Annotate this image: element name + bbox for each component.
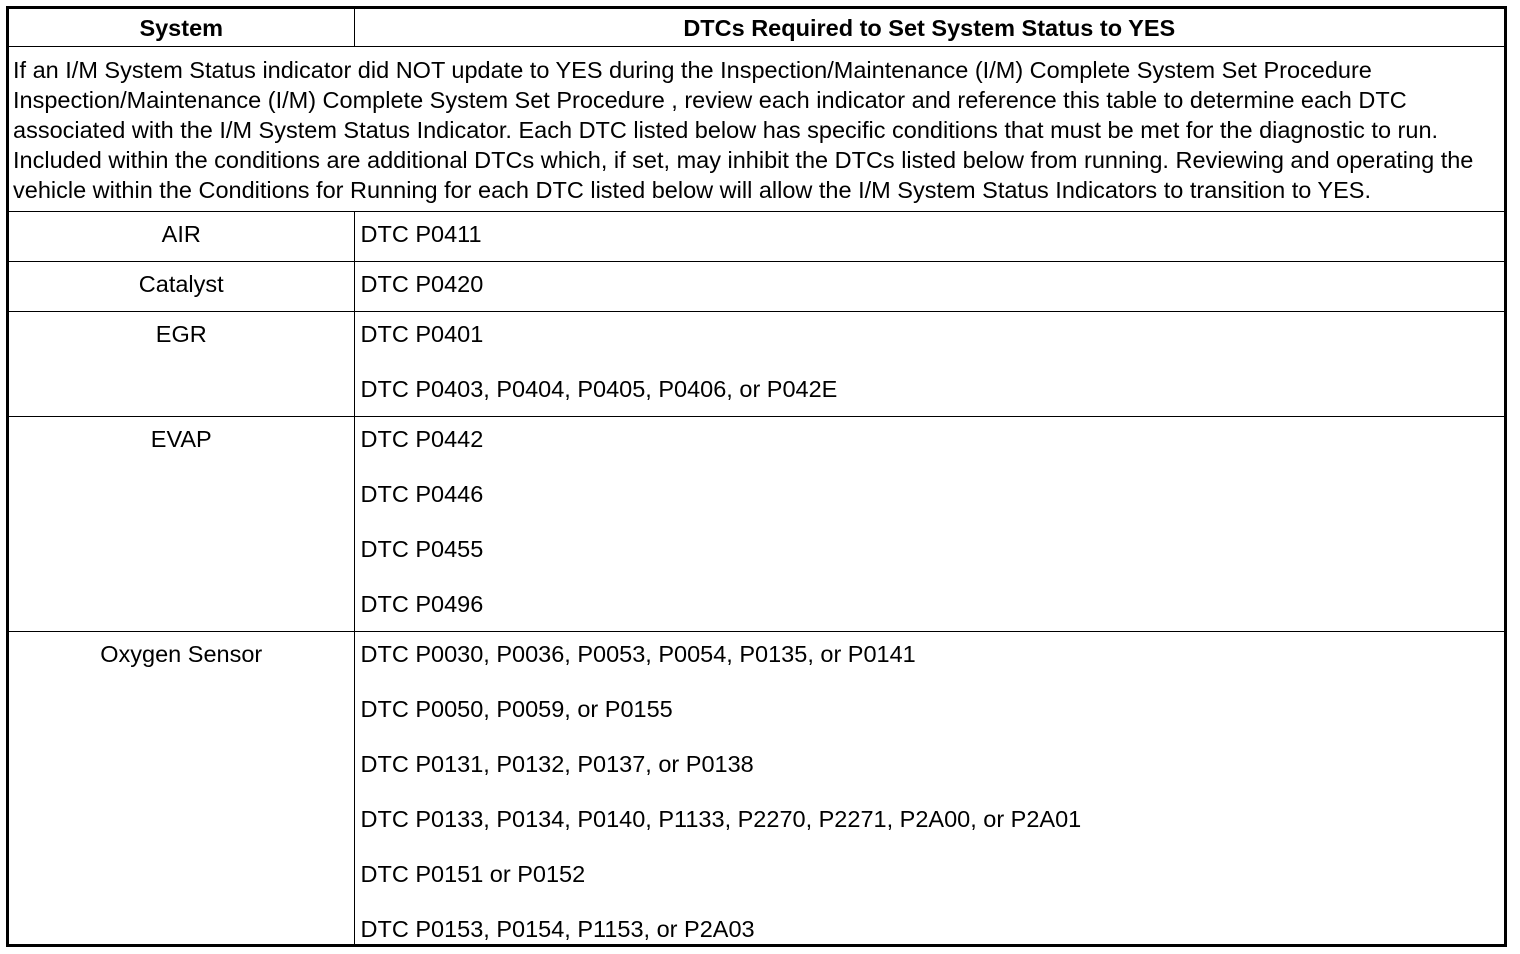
system-cell: Catalyst (9, 262, 354, 312)
dtc-cell (354, 417, 1504, 632)
table-row (9, 632, 1504, 945)
header-row (9, 9, 1504, 47)
header-dtcs: DTCs Required to Set System Status to YES (354, 9, 1504, 47)
table-row (9, 262, 1504, 312)
table-row (9, 212, 1504, 262)
system-cell: AIR (9, 212, 354, 262)
dtc-entry: DTC P0455 (360, 536, 484, 562)
dtc-entry: DTC P0153, P0154, P1153, or P2A03 (360, 916, 755, 942)
dtc-entry: DTC P0420 (360, 271, 484, 297)
dtc-entry: DTC P0401 (360, 321, 484, 347)
dtc-cell (354, 262, 1504, 312)
dtc-entry: DTC P0496 (360, 591, 484, 617)
system-cell: EGR (9, 312, 354, 417)
dtc-entry: DTC P0403, P0404, P0405, P0406, or P042E (360, 376, 838, 402)
intro-paragraph: If an I/M System Status indicator did NOT update to YES during the Inspection/Maintenance (I/M) Complete System Set Procedure Inspection/Maintenance (I/M) Complete System Set Procedure , review each indicator and reference this table to determine each DTC associated with the I/M System Status Indicator. Each DTC listed below has specific conditions that must be met for the diagnostic to run. Included within the conditions are additional DTCs which, if set, may inhibit the DTCs listed below from running. Reviewing and operating the vehicle within the Conditions for Running for each DTC listed below will allow the I/M System Status Indicators to transition to YES. (9, 47, 1504, 212)
dtc-system-status-table (6, 6, 1507, 947)
dtc-entry: DTC P0442 (360, 426, 484, 452)
system-cell: Oxygen Sensor (9, 632, 354, 945)
dtc-cell (354, 312, 1504, 417)
dtc-entry: DTC P0446 (360, 481, 484, 507)
header-system: System (9, 9, 354, 47)
dtc-entry: DTC P0131, P0132, P0137, or P0138 (360, 751, 754, 777)
system-cell: EVAP (9, 417, 354, 632)
dtc-entry: DTC P0050, P0059, or P0155 (360, 696, 673, 722)
table-row (9, 312, 1504, 417)
dtc-cell (354, 212, 1504, 262)
status-table (9, 9, 1504, 944)
dtc-entry: DTC P0151 or P0152 (360, 861, 586, 887)
intro-row (9, 47, 1504, 212)
dtc-entry: DTC P0133, P0134, P0140, P1133, P2270, P2271, P2A00, or P2A01 (360, 806, 1082, 832)
dtc-entry: DTC P0030, P0036, P0053, P0054, P0135, or P0141 (360, 641, 916, 667)
dtc-cell (354, 632, 1504, 945)
dtc-entry: DTC P0411 (360, 221, 482, 247)
table-row (9, 417, 1504, 632)
